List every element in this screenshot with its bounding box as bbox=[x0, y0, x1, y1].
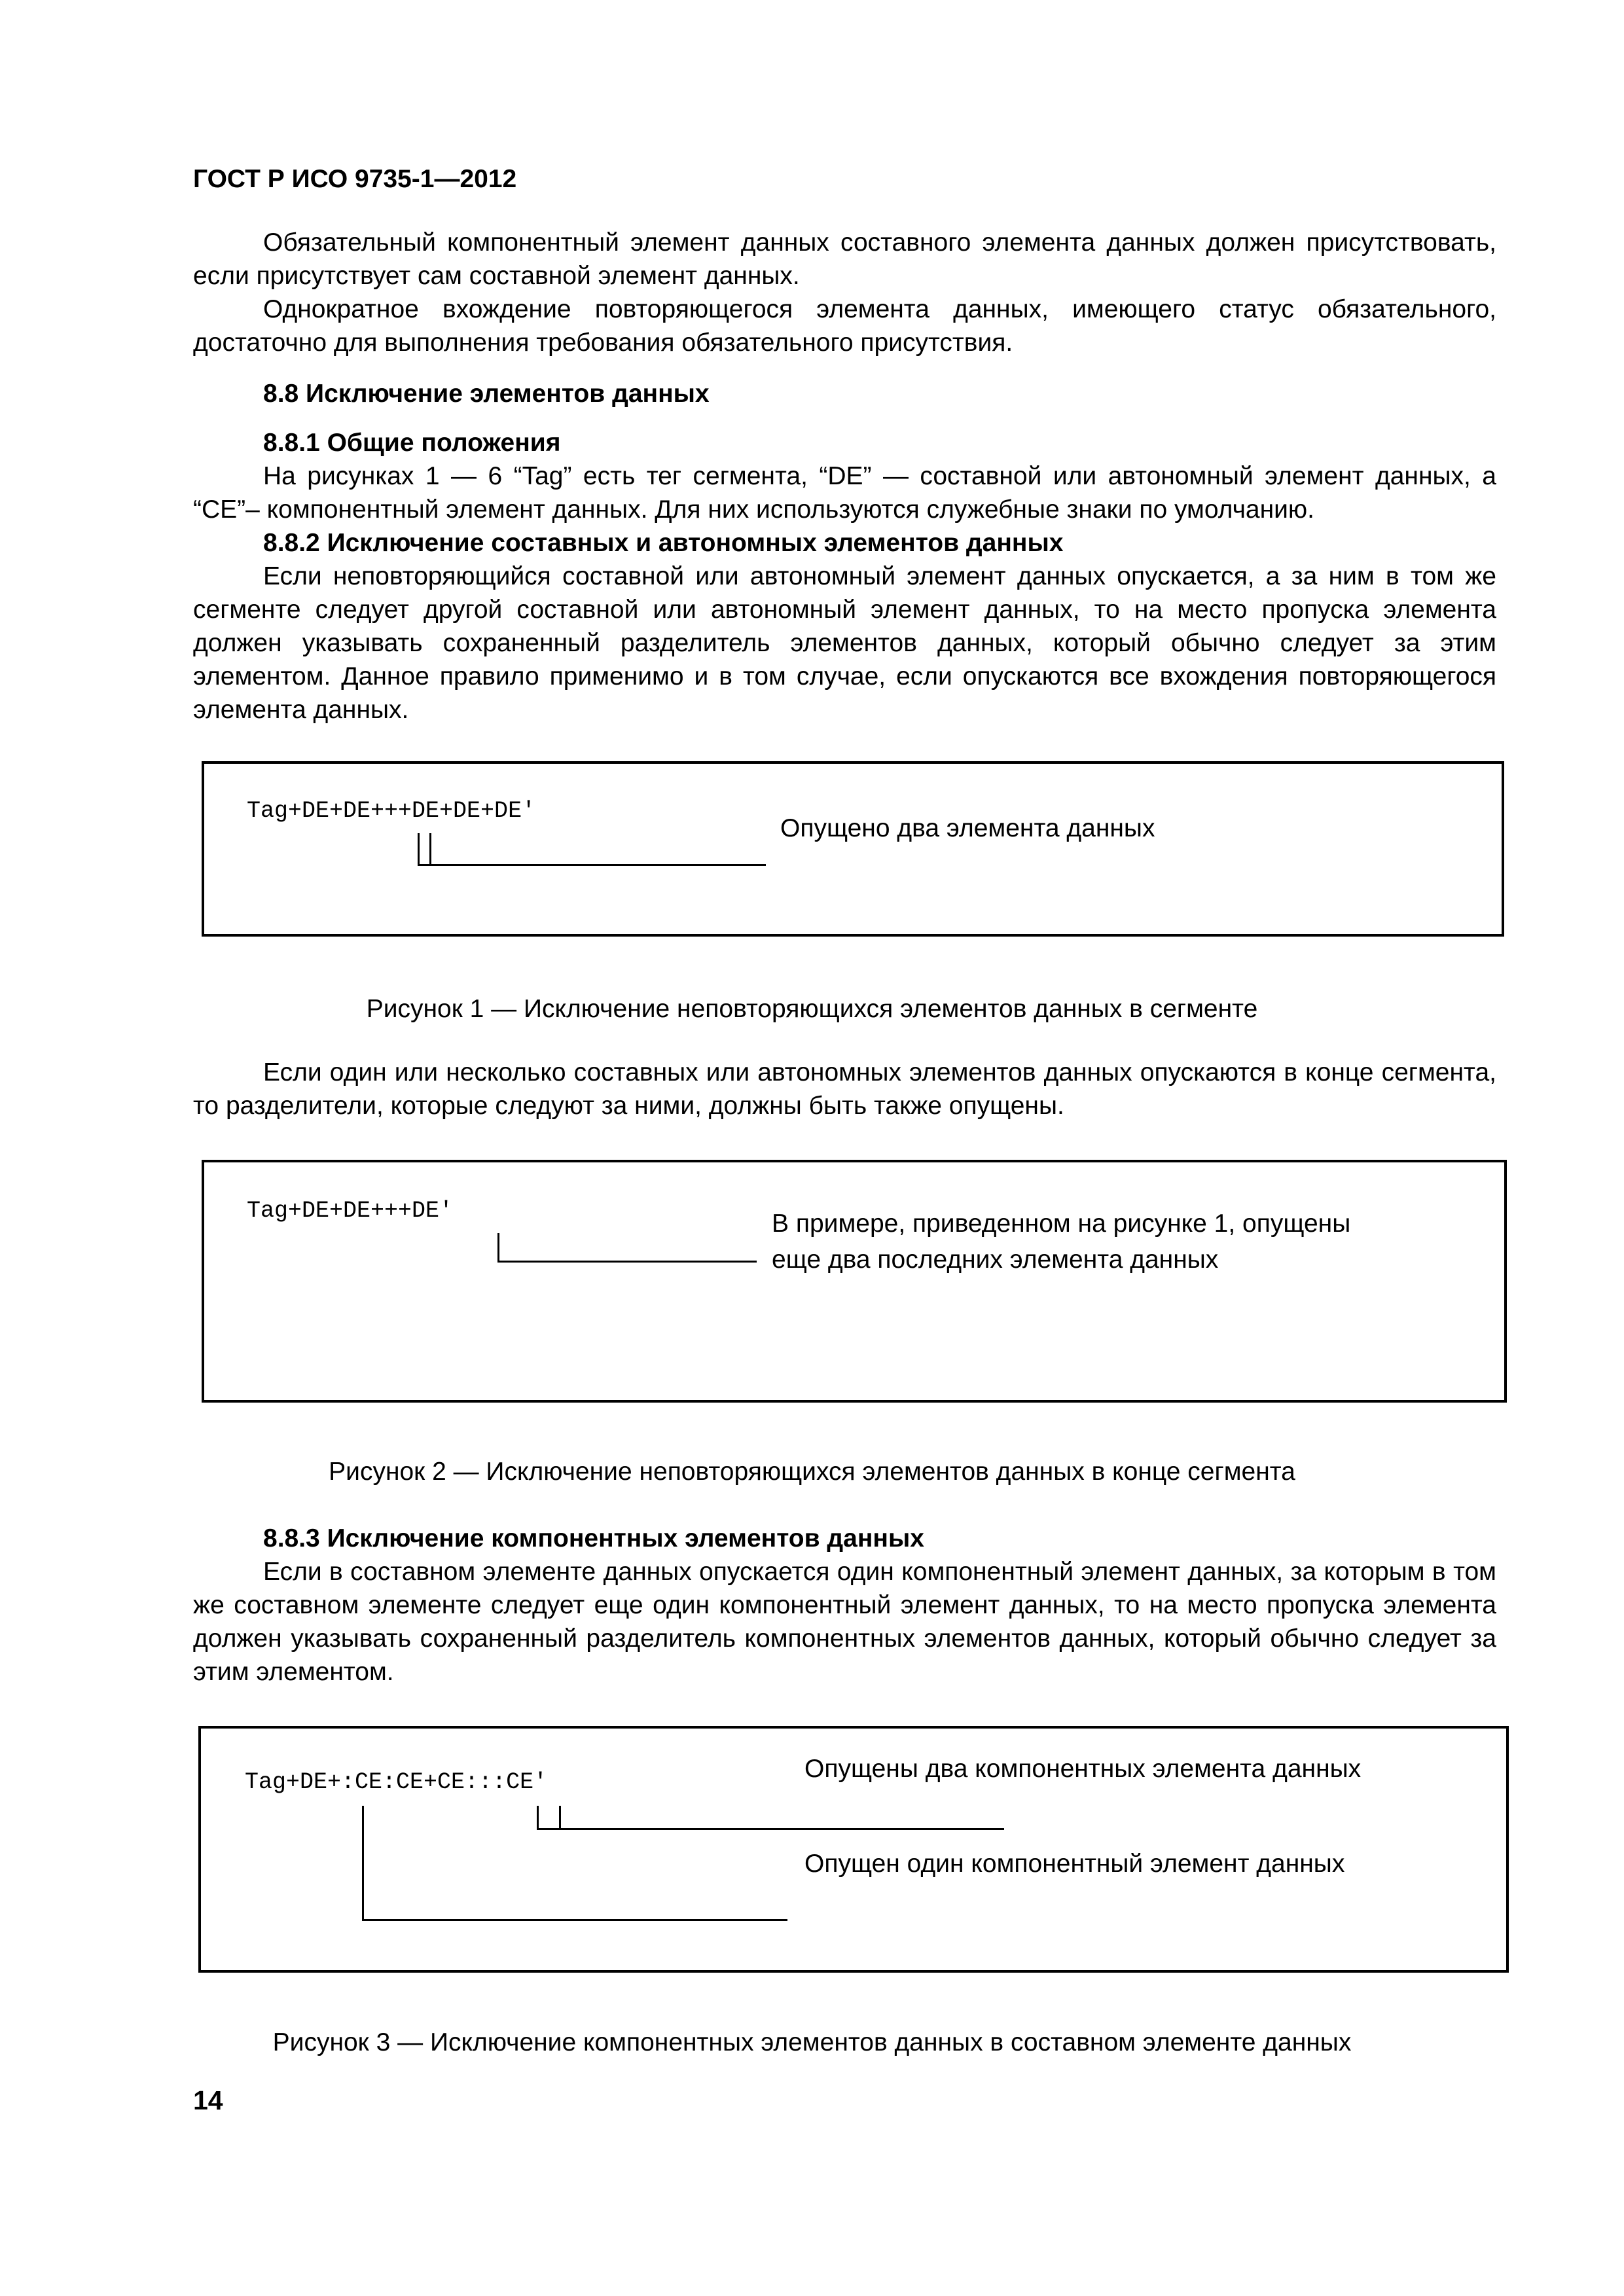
figure-2-box bbox=[202, 1160, 1507, 1403]
callout-line bbox=[497, 1233, 499, 1262]
figure-2-note bbox=[772, 1206, 1350, 1278]
figure-2-caption: Рисунок 2 — Исключение неповторяющихся элементов данных в конце сегмента bbox=[329, 1458, 1295, 1486]
callout-line bbox=[537, 1828, 1004, 1830]
callout-line bbox=[429, 833, 431, 866]
section-8-8-text bbox=[193, 377, 1496, 410]
para5-text bbox=[193, 1056, 1496, 1122]
figure-3-note-1: Опущены два компонентных элемента данных bbox=[804, 1755, 1362, 1783]
figure-1-box bbox=[202, 761, 1504, 937]
paragraph: На рисунках 1 — 6 “Tag” есть тег сегмента, “DE” — составной или автономный элемент данных, а “CE”– компонентный элемент данных. Для них используются служебные знаки по умолчанию. bbox=[193, 462, 1496, 524]
callout-line bbox=[559, 1806, 561, 1830]
paragraph: Однократное вхождение повторяющегося элемента данных, имеющего статус обязательного, достаточно для выполнения требования обязательного присутствия. bbox=[193, 295, 1496, 357]
document-header: ГОСТ Р ИСО 9735-1—2012 bbox=[193, 165, 517, 193]
paragraph: Если один или несколько составных или автономных элементов данных опускаются в конце сегмента, то разделители, которые следуют за ними, должны быть также опущены. bbox=[193, 1058, 1496, 1120]
paragraph: Если в составном элементе данных опускается один компонентный элемент данных, за которым в том же составном элементе следует еще один компонентный элемент данных, то на место пропуска элемента должен указывать сохраненный разделитель компонентных элементов данных, который обычно следует за этим элементом. bbox=[193, 1558, 1496, 1686]
figure-3-caption: Рисунок 3 — Исключение компонентных элементов данных в составном элементе данных bbox=[272, 2028, 1352, 2056]
callout-line bbox=[497, 1261, 757, 1263]
paragraph: Обязательный компонентный элемент данных составного элемента данных должен присутствовать, если присутствует сам составной элемент данных. bbox=[193, 228, 1496, 290]
callout-line bbox=[418, 864, 766, 866]
callout-line bbox=[362, 1806, 364, 1921]
page-number: 14 bbox=[193, 2085, 223, 2115]
paragraph: Если неповторяющийся составной или автономный элемент данных опускается, а за ним в том же сегменте следует другой составной или автономный элемент данных, то на место пропуска элемента должен указывать сохраненный разделитель элементов данных, который обычно следует за этим элементом. Данное правило применимо и в том случае, если опускаются все вхождения повторяющегося элемента данных. bbox=[193, 562, 1496, 724]
callout-line bbox=[362, 1919, 787, 1921]
section-8-8-1-text bbox=[193, 426, 1496, 726]
section-heading: 8.8 Исключение элементов данных bbox=[263, 380, 710, 408]
figure-3-box bbox=[198, 1726, 1509, 1973]
figure-3-code: Tag+DE+:CE:CE+CE:::CE' bbox=[245, 1769, 548, 1795]
callout-line bbox=[418, 833, 420, 866]
figure-3-note-2: Опущен один компонентный элемент данных bbox=[804, 1850, 1345, 1878]
figure-1-code: Tag+DE+DE+++DE+DE+DE' bbox=[247, 798, 536, 824]
section-8-8-3-text bbox=[193, 1522, 1496, 1689]
figure-2-note-line: еще два последних элемента данных bbox=[772, 1246, 1219, 1274]
section-heading: 8.8.1 Общие положения bbox=[263, 429, 561, 457]
intro-text bbox=[193, 226, 1496, 359]
figure-1-caption: Рисунок 1 — Исключение неповторяющихся элементов данных в сегменте bbox=[366, 995, 1258, 1023]
figure-2-note-line: В примере, приведенном на рисунке 1, опущены bbox=[772, 1210, 1351, 1238]
section-heading: 8.8.2 Исключение составных и автономных элементов данных bbox=[263, 529, 1064, 557]
section-heading: 8.8.3 Исключение компонентных элементов данных bbox=[263, 1524, 924, 1552]
callout-line bbox=[537, 1806, 539, 1830]
figure-2-code: Tag+DE+DE+++DE' bbox=[247, 1198, 454, 1224]
figure-1-note: Опущено два элемента данных bbox=[780, 814, 1155, 842]
